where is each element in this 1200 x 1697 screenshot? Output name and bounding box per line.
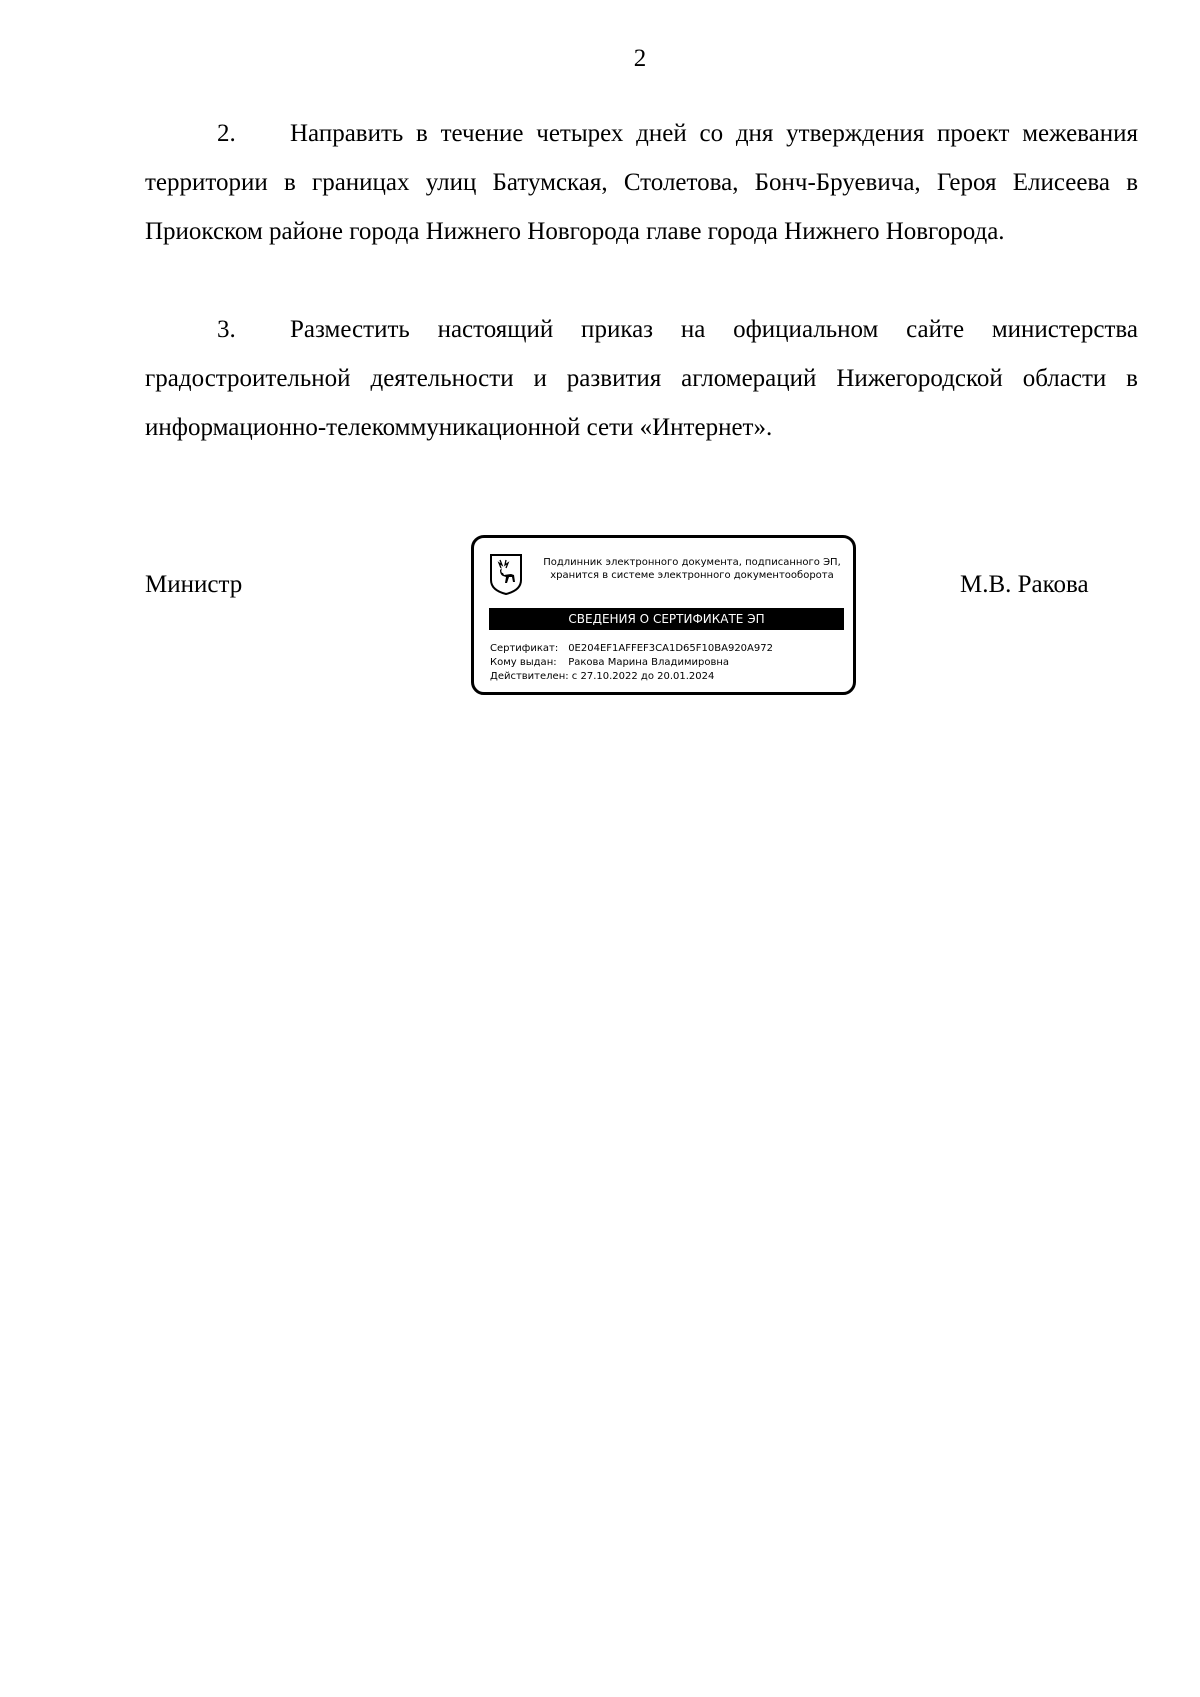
certificate-value: 0E204EF1AFFEF3CA1D65F10BA920A972: [568, 643, 773, 654]
deer-emblem-icon: [489, 553, 523, 595]
certificate-row: [490, 642, 845, 656]
issued-to-value: Ракова Марина Владимировна: [568, 657, 730, 668]
order-item-text: Направить в течение четырех дней со дня утверждения проект межевания территории в границах улиц Батумская, Столетова, Бонч-Бруевича, Героя Елисеева в Приокском районе города Нижнего Новгорода главе города Нижнего Новгорода.: [145, 120, 1138, 245]
signer-name: М.В. Ракова: [960, 571, 1089, 598]
stamp-header-line: хранится в системе электронного документооборота: [550, 570, 834, 581]
stamp-certificate-title: СВЕДЕНИЯ О СЕРТИФИКАТЕ ЭП: [489, 608, 844, 630]
issued-to-row: [490, 656, 845, 670]
issued-to-label: Кому выдан:: [490, 657, 557, 668]
validity-label: Действителен:: [490, 671, 569, 682]
stamp-header: [532, 556, 852, 582]
order-item-number: 2.: [217, 120, 236, 147]
order-item-2: [145, 109, 1138, 256]
electronic-signature-stamp: [471, 535, 856, 695]
validity-value: с 27.10.2022 до 20.01.2024: [571, 671, 715, 682]
order-item-text: Разместить настоящий приказ на официальном сайте министерства градостроительной деятельности и развития агломераций Нижегородской области в информационно-телекоммуникационной сети «Интернет».: [145, 316, 1138, 441]
stamp-certificate-details: [490, 642, 845, 684]
validity-row: [490, 670, 845, 684]
certificate-label: Сертификат:: [490, 643, 559, 654]
stamp-header-line: Подлинник электронного документа, подписанного ЭП,: [543, 557, 841, 568]
order-item-number: 3.: [217, 316, 236, 343]
order-item-3: [145, 305, 1138, 452]
page-number: 2: [633, 45, 647, 72]
signer-position: Министр: [145, 571, 243, 598]
